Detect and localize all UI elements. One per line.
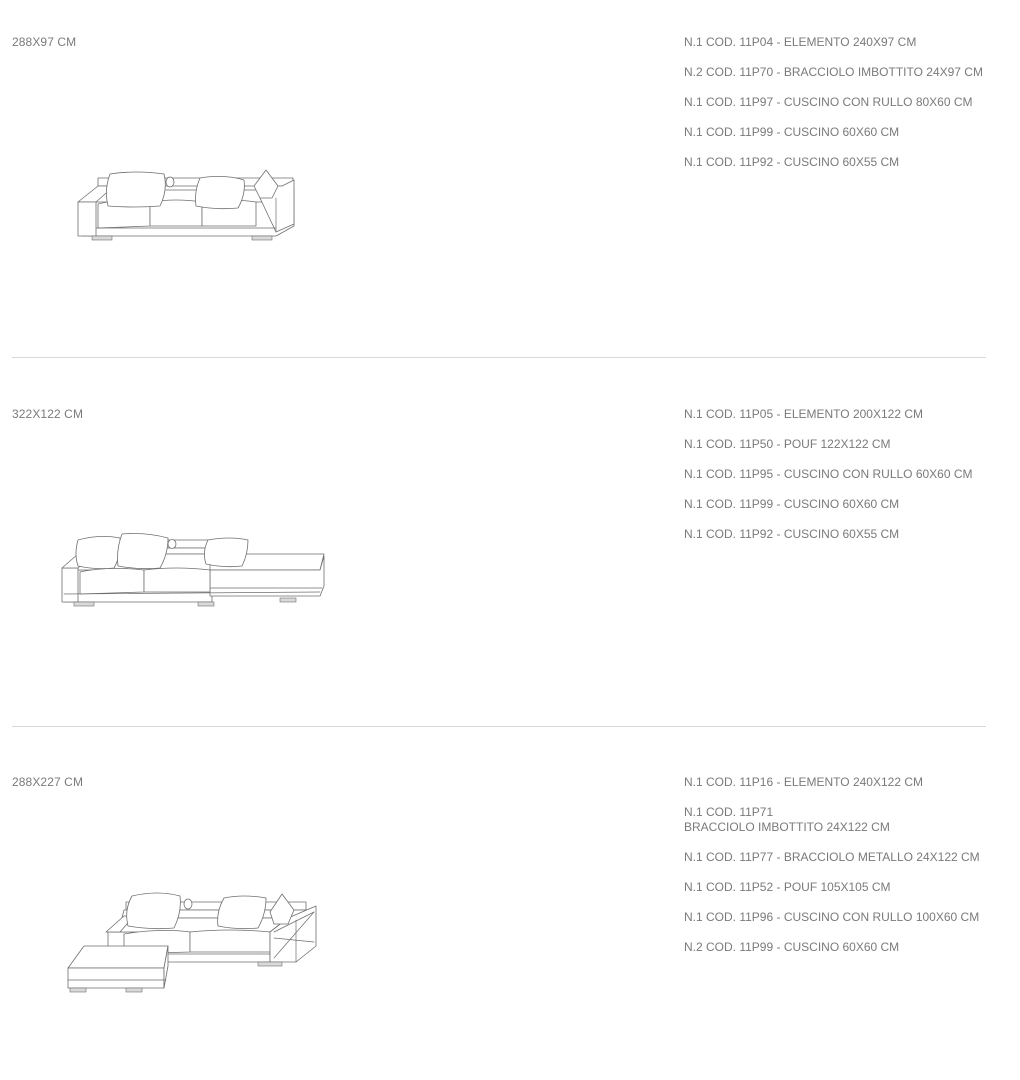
component-item: N.1 COD. 11P96 - CUSCINO CON RULLO 100X60 CM (684, 910, 980, 924)
composition-dimension: 322X122 CM (12, 407, 84, 421)
component-list (684, 775, 1004, 970)
section-divider (12, 726, 986, 727)
component-item: N.1 COD. 11P95 - CUSCINO CON RULLO 60X60 CM (684, 467, 973, 481)
sofa-corner-drawing-icon (64, 888, 324, 998)
component-item: N.1 COD. 11P92 - CUSCINO 60X55 CM (684, 155, 900, 169)
component-item: N.1 COD. 11P71 BRACCIOLO IMBOTTITO 24X122 CM (684, 805, 890, 834)
component-item: N.1 COD. 11P77 - BRACCIOLO METALLO 24X122 CM (684, 850, 980, 864)
component-item: N.1 COD. 11P97 - CUSCINO CON RULLO 80X60 CM (684, 95, 973, 109)
component-item: N.1 COD. 11P16 - ELEMENTO 240X122 CM (684, 775, 923, 789)
section-divider (12, 357, 986, 358)
composition-dimension: 288X227 CM (12, 775, 84, 789)
component-list (684, 35, 1004, 185)
component-item: N.1 COD. 11P05 - ELEMENTO 200X122 CM (684, 407, 923, 421)
component-item: N.2 COD. 11P70 - BRACCIOLO IMBOTTITO 24X97 CM (684, 65, 983, 79)
sofa-straight-drawing-icon (76, 168, 298, 244)
composition-dimension: 288X97 CM (12, 35, 77, 49)
component-item: N.1 COD. 11P99 - CUSCINO 60X60 CM (684, 125, 900, 139)
component-item: N.2 COD. 11P99 - CUSCINO 60X60 CM (684, 940, 900, 954)
sofa-pouf-drawing-icon (60, 532, 328, 608)
component-item: N.1 COD. 11P50 - POUF 122X122 CM (684, 437, 891, 451)
component-item: N.1 COD. 11P52 - POUF 105X105 CM (684, 880, 891, 894)
component-item: N.1 COD. 11P99 - CUSCINO 60X60 CM (684, 497, 900, 511)
component-item: N.1 COD. 11P04 - ELEMENTO 240X97 CM (684, 35, 917, 49)
component-item: N.1 COD. 11P92 - CUSCINO 60X55 CM (684, 527, 900, 541)
component-list (684, 407, 1004, 557)
